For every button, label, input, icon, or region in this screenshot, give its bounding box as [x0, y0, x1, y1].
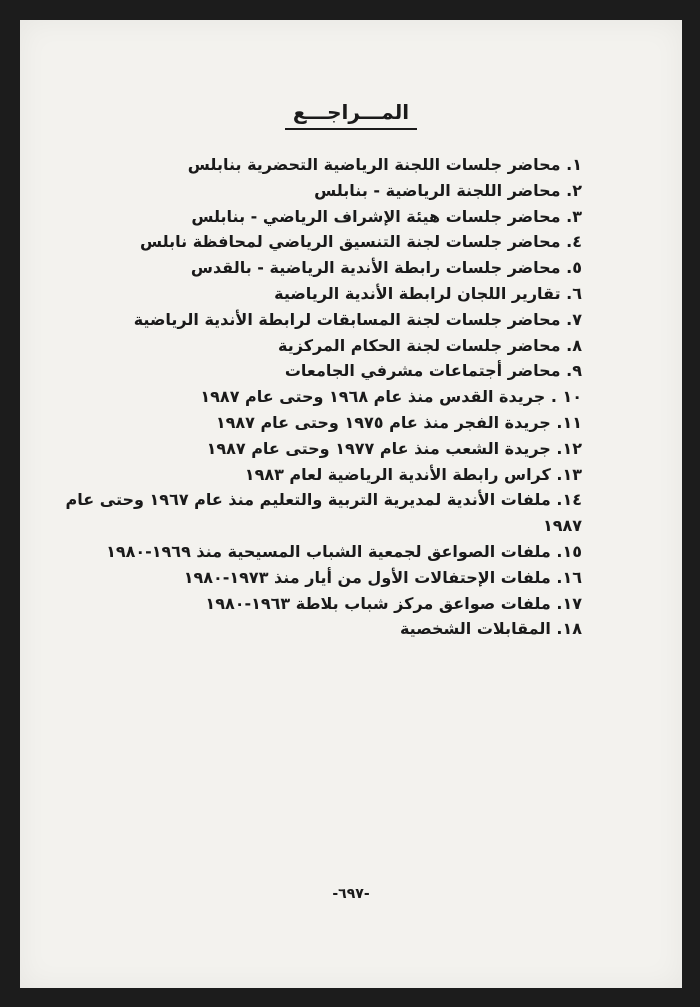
reference-text: محاضر جلسات اللجنة الرياضية التحضرية بنابلس: [187, 155, 561, 174]
reference-item: [42, 281, 582, 307]
reference-text: جريدة الشعب منذ عام ١٩٧٧ وحتى عام ١٩٨٧: [206, 438, 551, 458]
reference-item: [42, 358, 582, 384]
reference-item: [42, 539, 582, 565]
reference-number: ١١.: [556, 412, 582, 432]
reference-item: [42, 487, 582, 539]
reference-number: ١٧.: [556, 593, 582, 613]
document-page: [20, 20, 682, 988]
page-number: -٦٩٧-: [332, 886, 370, 902]
reference-text: محاضر أجتماعات مشرفي الجامعات: [284, 361, 561, 381]
reference-text: محاضر اللجنة الرياضية - بنابلس: [314, 180, 561, 200]
reference-number: ٦.: [566, 283, 582, 303]
reference-text: جريدة الفجر منذ عام ١٩٧٥ وحتى عام ١٩٨٧: [215, 412, 551, 432]
reference-item: [42, 229, 582, 255]
reference-number: ٣.: [566, 206, 582, 226]
reference-text: ملفات الإحتفالات الأول من أيار منذ ١٩٧٣-١٩٨٠: [183, 567, 551, 587]
reference-number: ٧.: [566, 309, 582, 329]
reference-number: ١٢.: [556, 438, 582, 458]
references-list: [42, 152, 582, 642]
reference-text: ملفات الصواعق لجمعية الشباب المسيحية منذ ١٩٦٩-١٩٨٠: [106, 541, 551, 561]
reference-item: [42, 591, 582, 617]
reference-item: [42, 307, 582, 333]
reference-item: [42, 333, 582, 359]
reference-text: ملفات صواعق مركز شباب بلاطة ١٩٦٣-١٩٨٠: [205, 593, 551, 613]
reference-text: كراس رابطة الأندية الرياضية لعام ١٩٨٣: [244, 464, 551, 484]
reference-text: محاضر جلسات هيئة الإشراف الرياضي - بنابلس: [191, 206, 561, 226]
reference-text: تقارير اللجان لرابطة الأندية الرياضية: [274, 283, 561, 303]
reference-number: ١٤.: [556, 490, 582, 510]
reference-text: ملفات الأندية لمديرية التربية والتعليم منذ عام ١٩٦٧ وحتى عام ١٩٨٧: [65, 490, 582, 536]
reference-item: [42, 255, 582, 281]
reference-item: [42, 178, 582, 204]
reference-text: جريدة القدس منذ عام ١٩٦٨ وحتى عام ١٩٨٧: [200, 387, 546, 407]
reference-item: [42, 436, 582, 462]
reference-item: [42, 462, 582, 488]
reference-number: ٤.: [566, 232, 582, 252]
reference-number: ١٦.: [556, 567, 582, 587]
reference-item: [42, 565, 582, 591]
reference-number: ١٠ .: [550, 387, 582, 407]
reference-item: [42, 152, 582, 178]
reference-text: المقابلات الشخصية: [399, 619, 551, 639]
reference-item: [42, 410, 582, 436]
reference-number: ١٥.: [556, 541, 582, 561]
page-title: [20, 100, 682, 124]
reference-item: [42, 384, 582, 410]
reference-text: محاضر جلسات رابطة الأندية الرياضية - بالقدس: [190, 258, 561, 278]
reference-number: ٩.: [566, 361, 582, 381]
reference-number: ١.: [566, 155, 582, 174]
reference-item: [42, 616, 582, 642]
reference-text: محاضر جلسات لجنة الحكام المركزية: [278, 335, 561, 355]
reference-item: [42, 204, 582, 230]
reference-number: ٢.: [566, 180, 582, 200]
reference-number: ٥.: [566, 258, 582, 278]
reference-text: محاضر جلسات لجنة التنسيق الرياضي لمحافظة نابلس: [139, 232, 561, 252]
page-title-text: المـــراجـــع: [285, 100, 417, 130]
reference-number: ١٨.: [556, 619, 582, 639]
reference-text: محاضر جلسات لجنة المسابقات لرابطة الأندية الرياضية: [133, 309, 561, 329]
reference-number: ١٣.: [556, 464, 582, 484]
reference-number: ٨.: [566, 335, 582, 355]
